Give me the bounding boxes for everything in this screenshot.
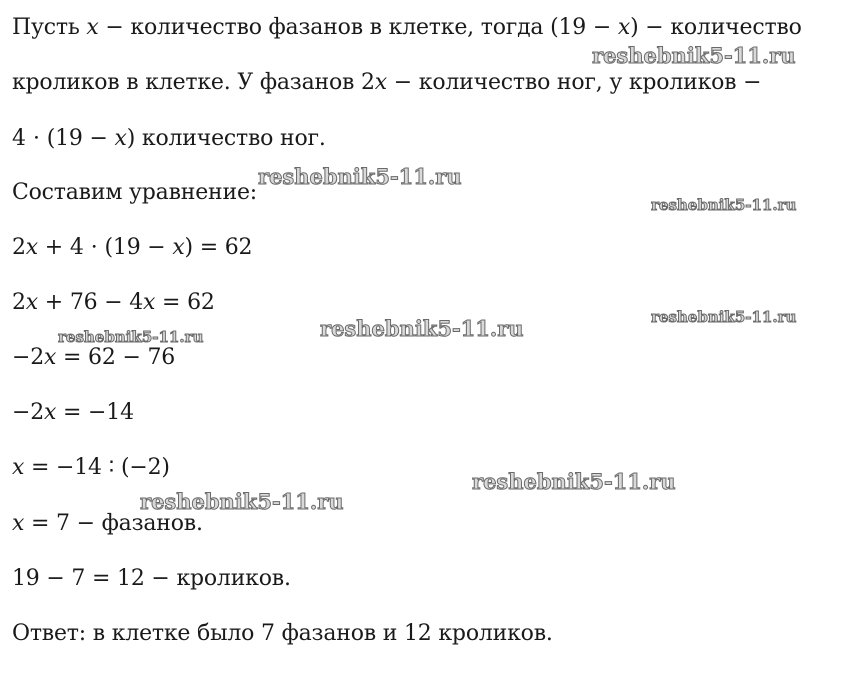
watermark-6: reshebnik5-11.ru	[58, 328, 204, 346]
watermark-1: reshebnik5-11.ru	[592, 43, 796, 68]
equation-line-4: −2𝑥 = −14	[12, 400, 134, 425]
answer-line: Ответ: в клетке было 7 фазанов и 12 кроликов.	[12, 621, 553, 646]
text-line-2: кроликов в клетке. У фазанов 2𝑥 − количество ног, у кроликов −	[12, 70, 762, 95]
watermark-8: reshebnik5-11.ru	[140, 489, 344, 514]
equation-line-3: −2𝑥 = 62 − 76	[12, 345, 176, 370]
text-line-1: Пусть 𝑥 − количество фазанов в клетке, тогда (19 − 𝑥) − количество	[12, 15, 802, 40]
equation-line-2: 2𝑥 + 76 − 4𝑥 = 62	[12, 290, 215, 315]
watermark-4: reshebnik5-11.ru	[651, 308, 797, 326]
watermark-7: reshebnik5-11.ru	[472, 469, 676, 494]
text-line-3: 4 ⋅ (19 − 𝑥) количество ног.	[12, 126, 326, 151]
result-line-pheasants: 𝑥 = 7 − фазанов.	[12, 511, 203, 536]
equation-line-5: 𝑥 = −14 ∶ (−2)	[12, 455, 170, 480]
text-line-4: Составим уравнение:	[12, 180, 258, 205]
result-line-rabbits: 19 − 7 = 12 − кроликов.	[12, 566, 291, 591]
watermark-2: reshebnik5-11.ru	[258, 164, 462, 189]
watermark-3: reshebnik5-11.ru	[651, 196, 797, 214]
watermark-5: reshebnik5-11.ru	[320, 316, 524, 341]
equation-line-1: 2𝑥 + 4 ⋅ (19 − 𝑥) = 62	[12, 235, 253, 260]
